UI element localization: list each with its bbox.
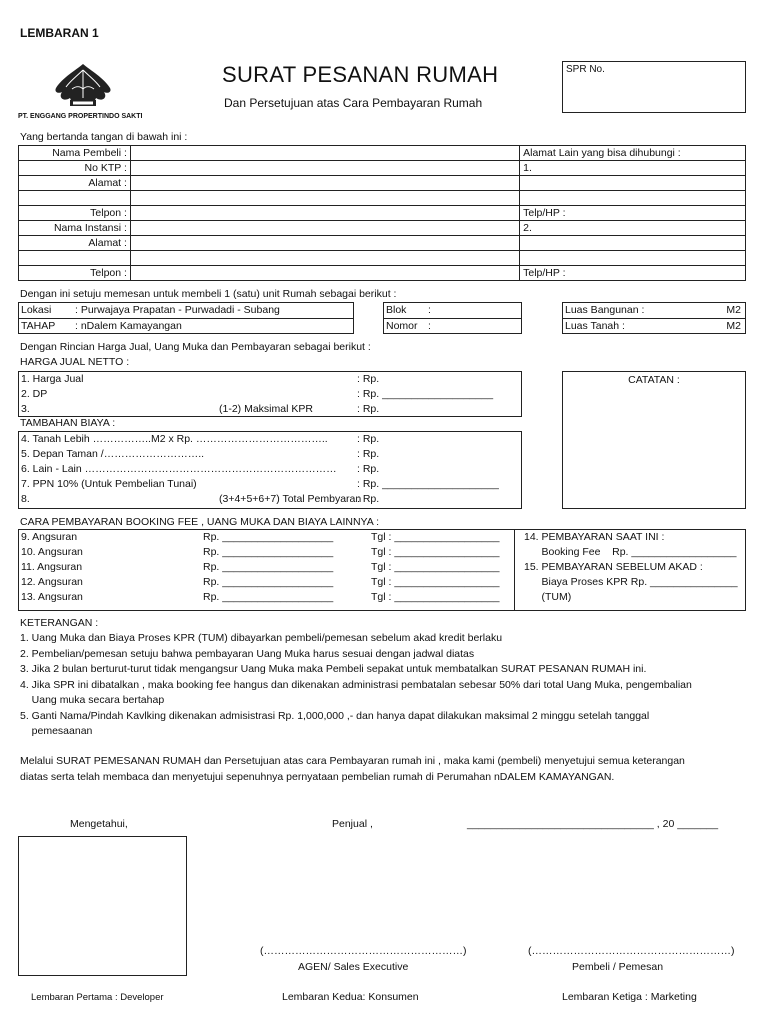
installment-label: 11. Angsuran	[21, 561, 83, 573]
buyer-row	[19, 146, 746, 161]
buyer-row	[19, 161, 746, 176]
buyer-row	[19, 221, 746, 236]
luas-tanah-unit: M2	[726, 320, 741, 332]
buyer-row-label	[19, 191, 131, 206]
installment-amount[interactable]: Rp. ___________________	[203, 561, 334, 573]
price-row-amount[interactable]: : Rp.	[357, 448, 380, 460]
notes-title: KETERANGAN :	[20, 617, 99, 629]
signature-line-buyer[interactable]: (…………………………………………………)	[528, 945, 735, 957]
installment-label: 13. Angsuran	[21, 591, 83, 603]
price-row-amount[interactable]: : Rp. ____________________	[357, 478, 499, 490]
price-row-label: 8.	[21, 493, 30, 505]
copy-label-developer: Lembaran Pertama : Developer	[31, 992, 164, 1003]
buyer-row-input[interactable]	[130, 146, 519, 161]
price-row-amount[interactable]: : Rp.	[357, 433, 380, 445]
installment-amount[interactable]: Rp. ___________________	[203, 591, 334, 603]
installment-amount[interactable]: Rp. ___________________	[203, 576, 334, 588]
price-row-amount[interactable]: : Rp.	[357, 463, 380, 475]
payment-box	[18, 529, 746, 611]
lokasi-label: Lokasi	[21, 304, 52, 316]
buyer-row-label	[19, 251, 131, 266]
buyer-intro: Yang bertanda tangan di bawah ini :	[20, 131, 188, 143]
buyer-row-label: Nama Instansi :	[19, 221, 131, 236]
unit-intro: Dengan ini setuju memesan untuk membeli 1 (satu) unit Rumah sebagai berikut :	[20, 288, 397, 300]
lokasi-value: : Purwajaya Prapatan - Purwadadi - Subang	[75, 304, 280, 316]
buyer-row-label: Alamat :	[19, 236, 131, 251]
buyer-row	[19, 176, 746, 191]
luas-bangunan-label: Luas Bangunan :	[565, 304, 645, 316]
catatan-label: CATATAN :	[628, 374, 680, 386]
stamp-box[interactable]	[18, 836, 187, 976]
buyer-row-alt[interactable]: Alamat Lain yang bisa dihubungi :	[520, 146, 746, 161]
price-row-amount[interactable]: : Rp. ___________________	[357, 388, 494, 400]
buyer-row-input[interactable]	[130, 206, 519, 221]
luas-bangunan-unit: M2	[726, 304, 741, 316]
installment-label: 9. Angsuran	[21, 531, 78, 543]
buyer-row-label: Telpon :	[19, 266, 131, 281]
buyer-row-alt[interactable]	[520, 251, 746, 266]
buyer-row-input[interactable]	[130, 161, 519, 176]
price-row-amount[interactable]: : Rp.	[357, 373, 380, 385]
price-row-amount[interactable]: : Rp.	[357, 493, 380, 505]
blok-box[interactable]	[383, 302, 522, 334]
agent-label: AGEN/ Sales Executive	[298, 961, 409, 973]
statement-line-2: diatas serta telah membaca dan menyetujui sepenuhnya pernyataan pembelian rumah di Perumahan nDALEM KAMAYANGAN.	[20, 771, 615, 783]
luas-box[interactable]	[562, 302, 746, 334]
price-row-label: 3.	[21, 403, 30, 415]
tambahan-label: TAMBAHAN BIAYA :	[20, 417, 116, 429]
note-line: 4. Jika SPR ini dibatalkan , maka booking fee hangus dan dikenakan administrasi pembatalan sebesar 50% dari total Uang Muka, pengembalian	[20, 678, 692, 691]
payment-summary-line: Booking Fee Rp. __________________	[524, 546, 737, 558]
buyer-row-alt[interactable]	[520, 191, 746, 206]
tahap-value: : nDalem Kamayangan	[75, 320, 182, 332]
payment-intro: CARA PEMBAYARAN BOOKING FEE , UANG MUKA DAN BIAYA LAINNYA :	[20, 516, 380, 528]
buyer-row-label: Telpon :	[19, 206, 131, 221]
penjual-label: Penjual ,	[332, 818, 373, 830]
buyer-row-input[interactable]	[130, 236, 519, 251]
buyer-row-input[interactable]	[130, 251, 519, 266]
tahap-label: TAHAP	[21, 320, 56, 332]
buyer-row-label: Nama Pembeli :	[19, 146, 131, 161]
buyer-table	[18, 145, 746, 281]
buyer-row	[19, 266, 746, 281]
nomor-label: Nomor	[386, 320, 418, 332]
buyer-row-alt[interactable]: 1.	[520, 161, 746, 176]
note-line: Uang muka secara bertahap	[20, 694, 165, 706]
price-row-label: 5. Depan Taman /………………………..	[21, 448, 205, 460]
buyer-row-label: No KTP :	[19, 161, 131, 176]
note-line: 5. Ganti Nama/Pindah Kavlking dikenakan admisistrasi Rp. 1,000,000 ,- dan hanya dapat dilakukan maksimal 2 minggu setelah tanggal	[20, 709, 650, 722]
page-subtitle: Dan Persetujuan atas Cara Pembayaran Rumah	[224, 96, 483, 110]
buyer-row	[19, 236, 746, 251]
installment-amount[interactable]: Rp. ___________________	[203, 531, 334, 543]
buyer-row-alt[interactable]	[520, 176, 746, 191]
buyer-row-input[interactable]	[130, 266, 519, 281]
blok-colon: :	[428, 304, 431, 316]
signature-line-agent[interactable]: (…………………………………………………)	[260, 945, 467, 957]
note-line: 1. Uang Muka dan Biaya Proses KPR (TUM) dibayarkan pembeli/pemesan sebelum akad kredit berlaku	[20, 632, 503, 644]
price-row-label: 1. Harga Jual	[21, 373, 84, 385]
nomor-colon: :	[428, 320, 431, 332]
price-row-label: 7. PPN 10% (Untuk Pembelian Tunai)	[21, 478, 197, 490]
buyer-row	[19, 251, 746, 266]
buyer-label: Pembeli / Pemesan	[572, 961, 664, 973]
page-title: SURAT PESANAN RUMAH	[222, 62, 499, 87]
buyer-row-input[interactable]	[130, 176, 519, 191]
payment-summary-line: 14. PEMBAYARAN SAAT INI :	[524, 531, 665, 543]
price-row-label: 2. DP	[21, 388, 48, 400]
installment-date[interactable]: Tgl : __________________	[371, 546, 500, 558]
note-line: 2. Pembelian/pemesan setuju bahwa pembayaran Uang Muka harus sesuai dengan jadwal diatas	[20, 647, 475, 660]
buyer-row-alt[interactable]: Telp/HP :	[520, 206, 746, 221]
date-line[interactable]: ________________________________ , 20 _______	[467, 818, 719, 830]
luas-tanah-label: Luas Tanah :	[565, 320, 625, 332]
buyer-row-alt[interactable]: 2.	[520, 221, 746, 236]
copy-label-consumer: Lembaran Kedua: Konsumen	[282, 991, 419, 1003]
price-row-desc: (3+4+5+6+7) Total Pembyaran	[219, 493, 362, 505]
statement-line-1: Melalui SURAT PEMESANAN RUMAH dan Persetujuan atas cara Pembayaran rumah ini , maka kami (pembeli) menyetujui semua keterangan	[20, 755, 685, 767]
pricing-intro: Dengan Rincian Harga Jual, Uang Muka dan Pembayaran sebagai berikut :	[20, 341, 371, 353]
tambahan-box	[18, 431, 522, 509]
installment-date[interactable]: Tgl : __________________	[371, 561, 500, 573]
buyer-row	[19, 191, 746, 206]
payment-summary-line: (TUM)	[524, 591, 572, 603]
buyer-row-label: Alamat :	[19, 176, 131, 191]
payment-summary-line: Biaya Proses KPR Rp. _______________	[524, 576, 738, 588]
note-line: 3. Jika 2 bulan berturut-turut tidak mengangsur Uang Muka maka Pembeli sepakat untuk membatalkan SURAT PESANAN RUMAH ini.	[20, 663, 647, 675]
payment-summary-line: 15. PEMBAYARAN SEBELUM AKAD :	[524, 561, 703, 573]
buyer-row-alt[interactable]	[520, 236, 746, 251]
spr-number-box[interactable]	[562, 61, 746, 113]
price-row-amount[interactable]: : Rp.	[357, 403, 380, 415]
spr-label: SPR No.	[566, 64, 605, 75]
installment-label: 10. Angsuran	[21, 546, 83, 558]
installment-date[interactable]: Tgl : __________________	[371, 531, 500, 543]
price-row-label: 4. Tanah Lebih ……………..M2 x Rp. ………………………………..	[21, 433, 328, 445]
company-logo-icon	[48, 62, 118, 115]
buyer-row-input[interactable]	[130, 191, 519, 206]
installment-amount[interactable]: Rp. ___________________	[203, 546, 334, 558]
installment-date[interactable]: Tgl : __________________	[371, 591, 500, 603]
installment-date[interactable]: Tgl : __________________	[371, 576, 500, 588]
buyer-row	[19, 206, 746, 221]
buyer-row-alt[interactable]: Telp/HP :	[520, 266, 746, 281]
netto-label: HARGA JUAL NETTO :	[20, 356, 130, 368]
netto-box	[18, 371, 522, 417]
price-row-desc: (1-2) Maksimal KPR	[219, 403, 313, 415]
note-line: pemesaanan	[20, 725, 93, 737]
company-name: PT. ENGGANG PROPERTINDO SAKTI	[18, 113, 143, 120]
mengetahui-label: Mengetahui,	[70, 818, 128, 830]
location-box	[18, 302, 354, 334]
installment-label: 12. Angsuran	[21, 576, 83, 588]
catatan-box[interactable]	[562, 371, 746, 509]
blok-label: Blok	[386, 304, 407, 316]
copy-label-marketing: Lembaran Ketiga : Marketing	[562, 991, 697, 1003]
buyer-row-input[interactable]	[130, 221, 519, 236]
sheet-label: LEMBARAN 1	[20, 26, 99, 40]
price-row-label: 6. Lain - Lain ………………………………………………………………	[21, 463, 337, 475]
